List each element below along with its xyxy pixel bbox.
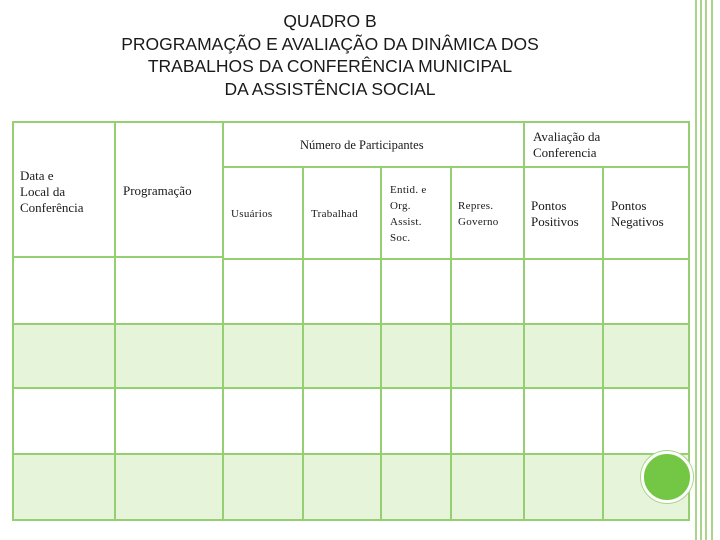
decorative-stripe [705,0,707,540]
title-line-3: TRABALHOS DA CONFERÊNCIA MUNICIPAL [147,56,513,76]
table-rule [12,256,222,258]
title-line-2: PROGRAMAÇÃO E AVALIAÇÃO DA DINÂMICA DOS [121,33,539,54]
header-pontos-negativos: Pontos Negativos [611,198,664,229]
table-rule [523,121,525,521]
header-data-local: Data e Local da Conferência [20,168,84,215]
table-rule [222,121,224,521]
header-repres-governo: Repres. Governo [458,200,499,228]
table-rule [302,166,304,521]
title-line-4: DA ASSISTÊNCIA SOCIAL [224,78,436,99]
title-line-1: QUADRO B [283,11,377,31]
table-rule [114,121,116,521]
header-entidades: Entid. e Org. Assist. Soc. [390,184,427,244]
decorative-circle-icon [641,451,693,503]
table-rule [222,166,690,168]
header-usuarios: Usuários [231,208,273,220]
header-avaliacao: Avaliação da Conferencia [533,129,601,160]
table-rule [222,258,690,260]
table-rule [380,166,382,521]
slide-title [0,10,660,100]
decorative-stripe [700,0,702,540]
table-rule [450,166,452,521]
decorative-stripe [711,0,713,540]
header-trabalhad: Trabalhad [311,208,358,220]
table-rule [602,166,604,521]
header-numero-participantes: Número de Participantes [300,138,424,152]
header-pontos-positivos: Pontos Positivos [531,198,579,229]
header-programacao: Programação [123,183,192,198]
decorative-stripe [695,0,697,540]
